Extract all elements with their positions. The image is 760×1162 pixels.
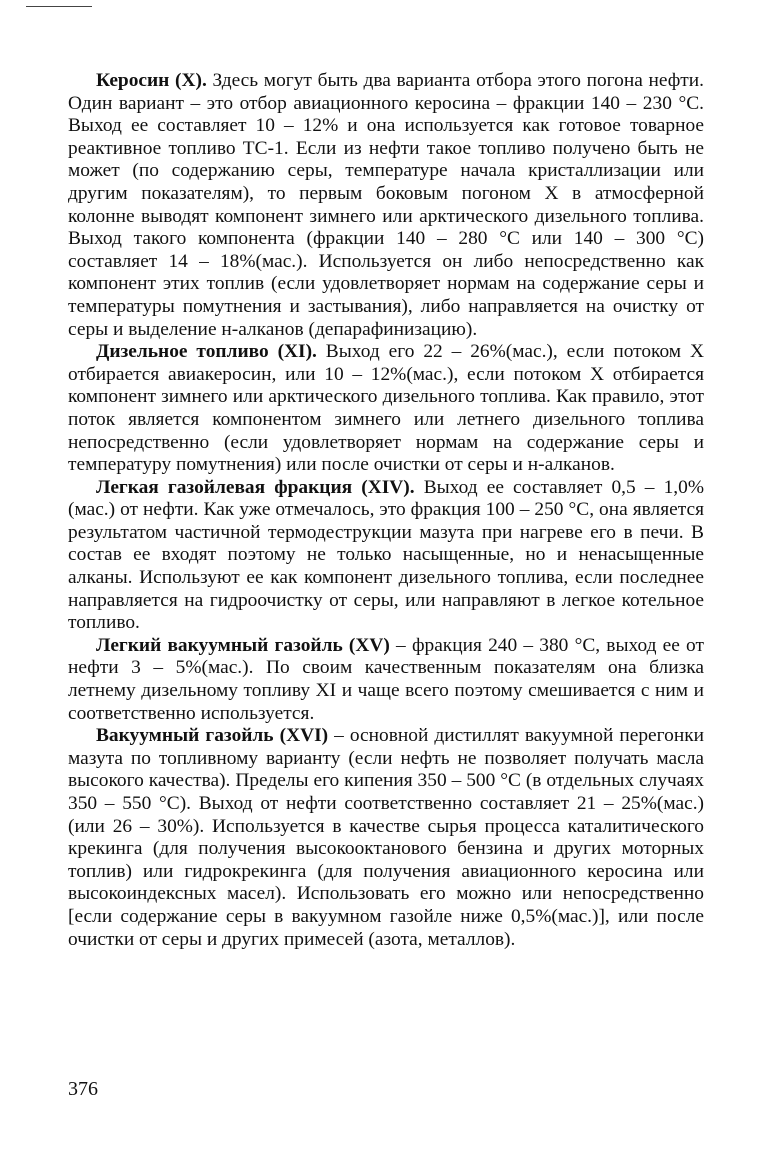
term-kerosene: Керосин <box>96 70 170 91</box>
term-light-vacuum-gasoil: Легкий вакуумный газойль <box>96 634 343 656</box>
body-kerosene: Здесь могут быть два варианта отбора этого погона нефти. Один вариант – это отбор авиационного керосина – фракции 140 – 230 °С. Выход ее составляет 10 – 12% и она используется как готовое товарное реактивное топливо ТС-1. Если из нефти такое топливо получено быть не может (по содержанию серы, температуре начала кристаллизации или другим показателям), то первым боковым погоном X в атмосферной колонне выводят компонент зимнего или арктического дизельного топлива. Выход такого компонента (фракции 140 – 280 °С или 140 – 300 °С) составляет 14 – 18%(мас.). Используется он либо непосредственно как компонент этих топлив (если удовлетворяет нормам на содержание серы и температуры помутнения и застывания), либо направляется на очистку от серы и выделение н-алканов (депарафинизацию). <box>68 70 704 340</box>
body-light-gasoil-fraction: Выход ее составляет 0,5 – 1,0%(мас.) от нефти. Как уже отмечалось, это фракция 100 – 250 °С, она является результатом частичной термодеструкции мазута при нагреве его в печи. В состав ее входят поэтому не только насыщенные, но и ненасыщенные алканы. Используют ее как компонент дизельного топлива, если последнее направляется на гидроочистку от серы, или направляют в легкое котельное топливо. <box>68 476 704 634</box>
header-rule <box>26 6 92 7</box>
paragraph-vacuum-gasoil <box>68 725 704 951</box>
body-diesel-fuel: Выход его 22 – 26%(мас.), если потоком X отбирается авиакеросин, или 10 – 12%(мас.), если потоком X отбирается компонент зимнего или арктического дизельного топлива. Как правило, этот поток является компонентом зимнего или летнего дизельного топлива непосредственно (если удовлетворяет нормам на содержание серы и температуру помутнения) или после очистки от серы и н-алканов. <box>68 341 704 476</box>
term-diesel-fuel: Дизельное топливо <box>96 341 269 363</box>
paragraph-light-vacuum-gasoil <box>68 635 704 725</box>
paragraph-kerosene <box>68 70 704 341</box>
stream-code-vacuum-gasoil: (XVI) <box>279 725 329 747</box>
stream-code-light-vacuum-gasoil: (XV) <box>348 634 390 656</box>
body-vacuum-gasoil: – основной дистиллят вакуумной перегонки мазута по топливному варианту (если нефть не позволяет получать масла высокого качества). Пределы его кипения 350 – 500 °С (в отдельных случаях 350 – 550 °С). Выход от нефти соответственно составляет 21 – 25%(мас.) (или 26 – 30%). Используется в качестве сырья процесса каталитического крекинга (для получения высокооктанового бензина и других моторных топлив) или гидрокрекинга (для получения авиационного керосина или высокоиндексных масел). Использовать его можно или непосредственно [если содержание серы в вакуумном газойле ниже 0,5%(мас.)], или после очистки от серы и других примесей (азота, металлов). <box>68 725 704 950</box>
stream-code-diesel-fuel: (XI). <box>277 341 317 363</box>
paragraph-light-gasoil-fraction <box>68 477 704 635</box>
term-vacuum-gasoil: Вакуумный газойль <box>96 725 274 747</box>
stream-code-light-gasoil-fraction: (XIV). <box>361 476 415 498</box>
body-light-vacuum-gasoil: – фракция 240 – 380 °С, выход ее от нефти 3 – 5%(мас.). По своим качественным показателям она близка летнему дизельному топливу XI и чаще всего поэтому смешивается с ним и соответственно используется. <box>68 634 704 724</box>
page-body <box>68 70 704 951</box>
paragraph-diesel-fuel <box>68 341 704 477</box>
page-number: 376 <box>68 1078 98 1100</box>
term-light-gasoil-fraction: Легкая газойлевая фракция <box>96 476 353 498</box>
stream-code-kerosene: (X). <box>175 70 207 91</box>
